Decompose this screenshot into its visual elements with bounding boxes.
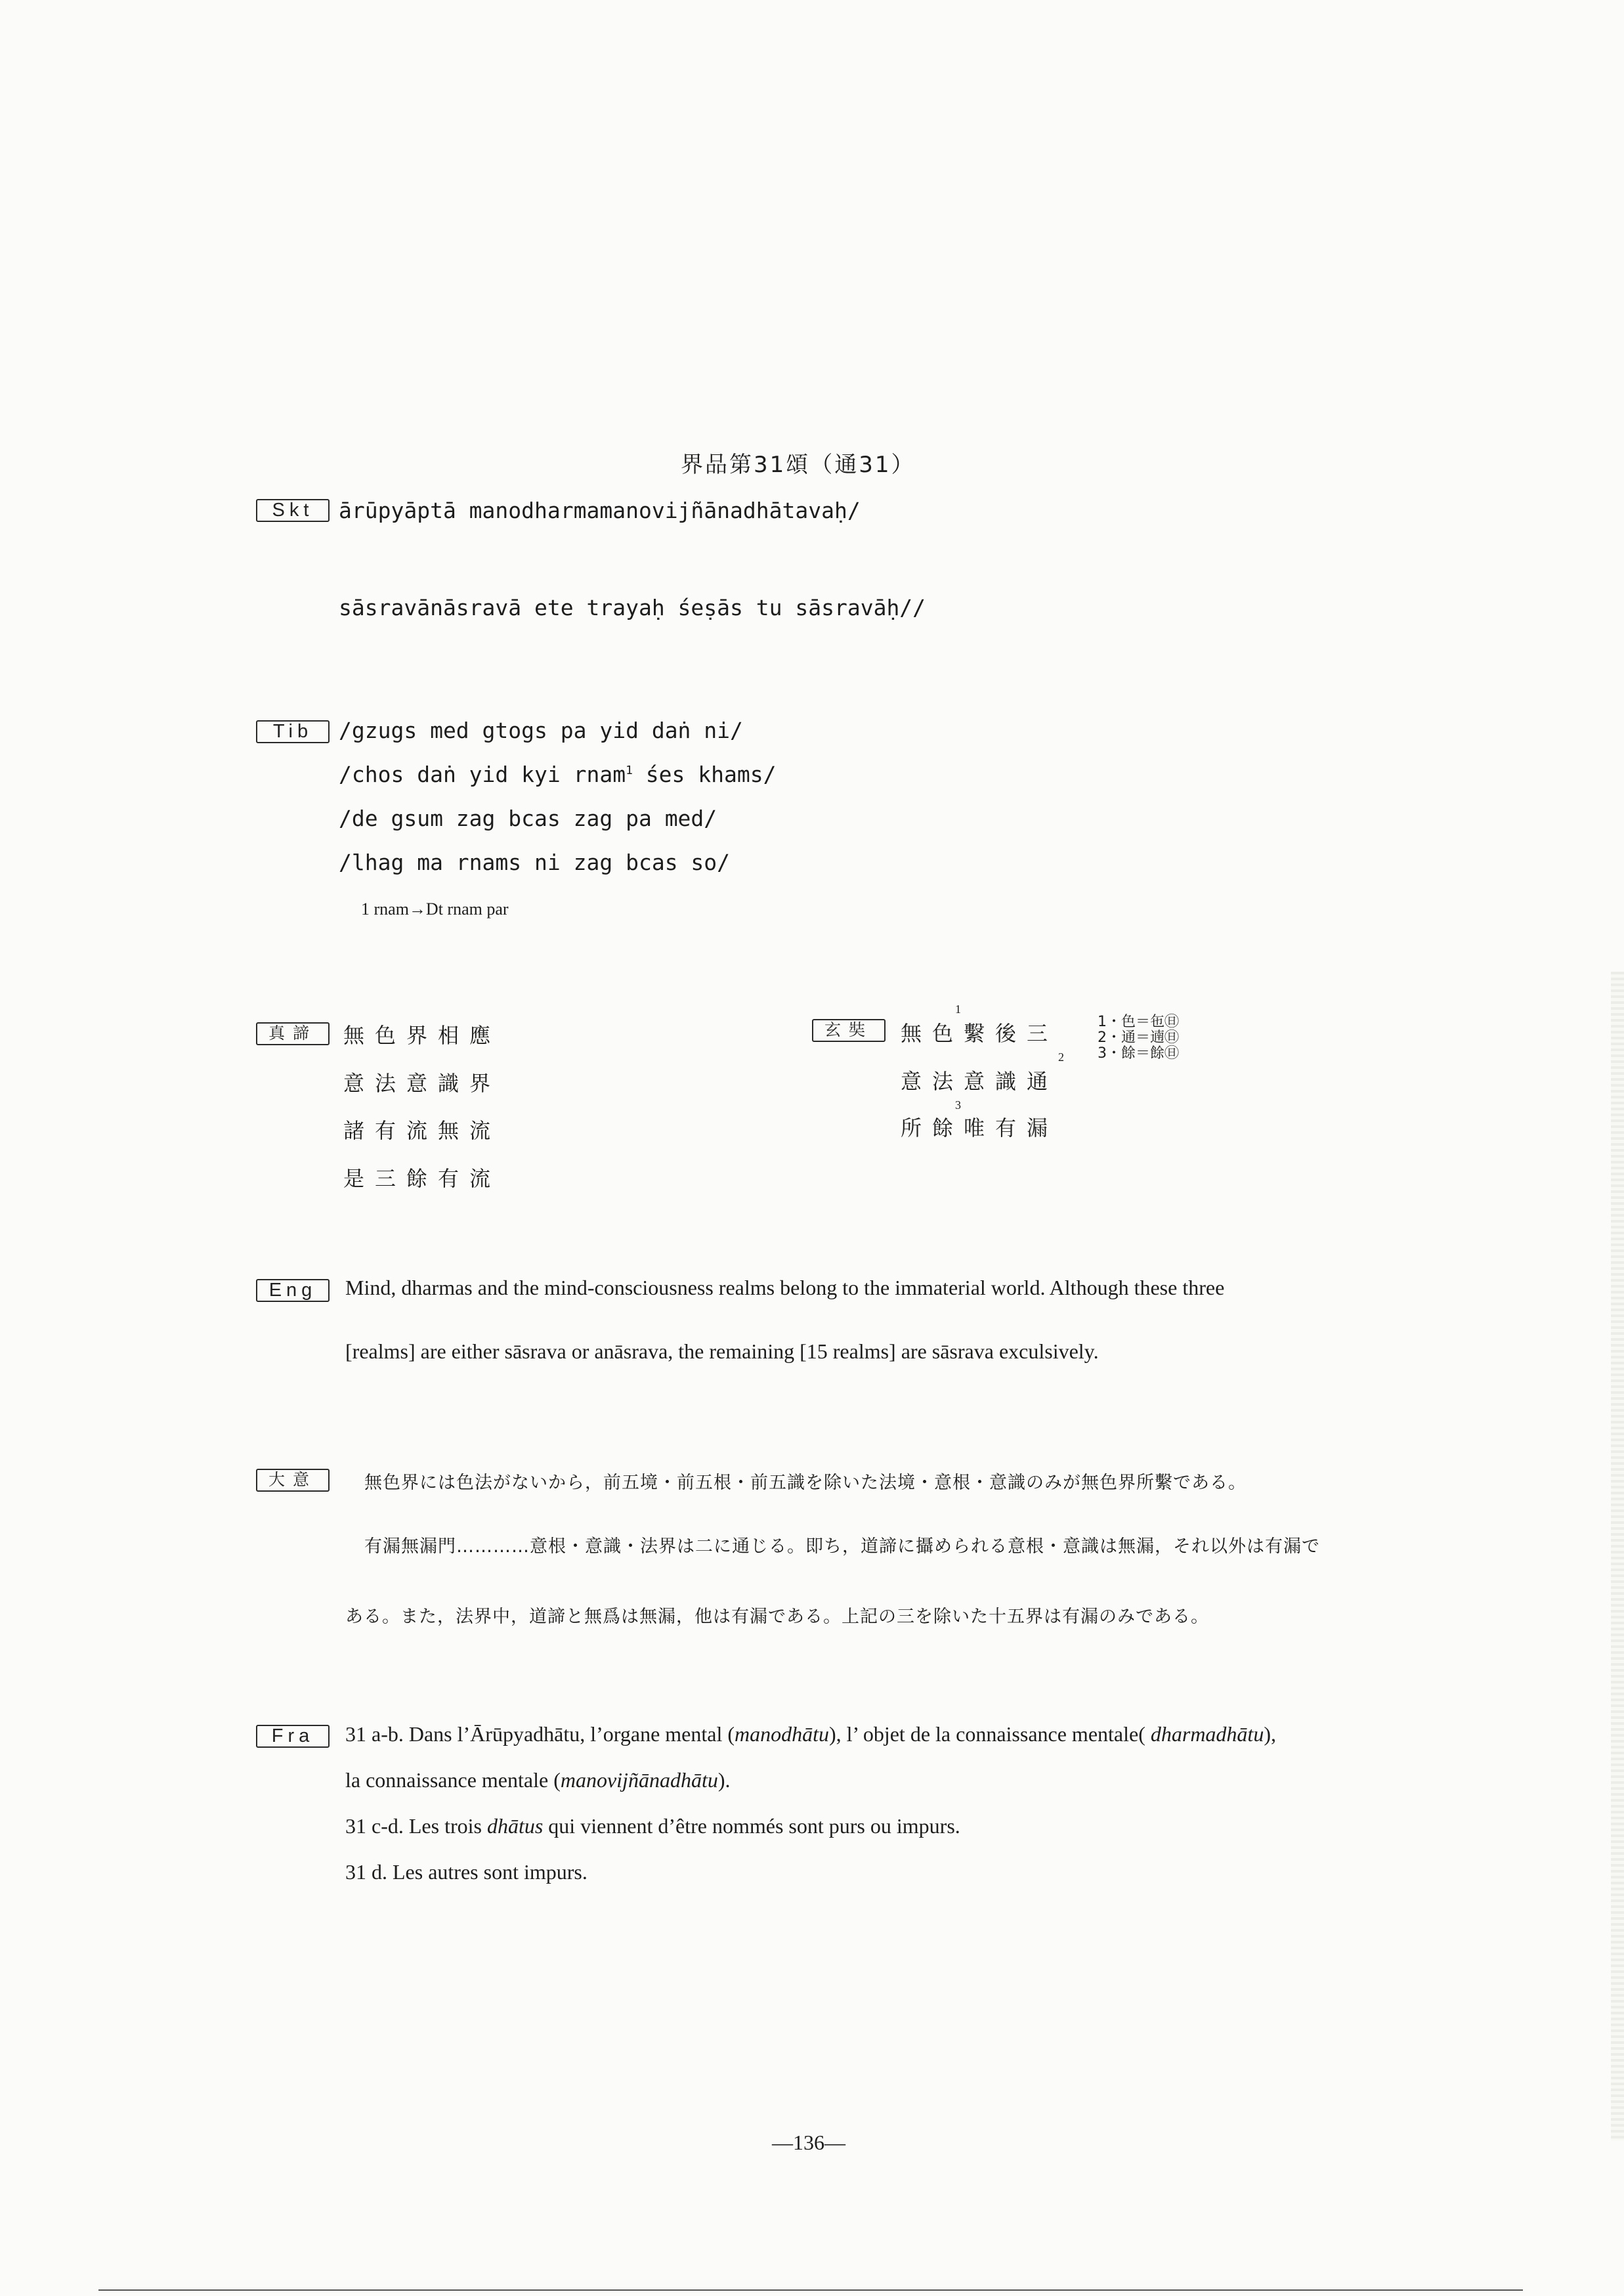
eng-line-1: Mind, dharmas and the mind-consciousness realms belong to the immaterial world. Although these three [345,1276,1225,1299]
tib-footnote-marker: 1 [626,764,633,777]
xuanzang-line-1: 無色繫後三 [901,1021,1059,1046]
fra-line-3-a: 31 c-d. Les trois [345,1814,487,1838]
fra-line-4: 31 d. Les autres sont impurs. [345,1860,588,1884]
fra-line-2-c: ). [717,1768,731,1792]
dashu-line-1: 無色界には色法がないから，前五境・前五根・前五識を除いた法境・意根・意識のみが無色界所繫である。 [364,1473,1247,1493]
eng-line-2: [realms] are either sāsrava or anāsrava, the remaining [15 realms] are sāsrava exculsively. [345,1339,1099,1363]
fra-line-3 [345,1814,960,1838]
fra-term-dharmadhatu: dharmadhātu [1150,1722,1264,1746]
label-eng: Eng [256,1279,330,1302]
xuanzang-line-2: 意法意識通 [901,1069,1059,1094]
fra-line-3-c: qui viennent d’être nommés sont purs ou impurs. [543,1814,960,1838]
fra-line-2 [345,1768,730,1792]
tib-line-3: /de gsum zag bcas zag pa med/ [339,806,717,831]
label-zhendi: 真諦 [256,1022,330,1045]
xuanzang-marker-2: 2 [1058,1051,1064,1064]
dashu-line-2: 有漏無漏門…………意根・意識・法界は二に通じる。即ち，道諦に攝められる意根・意識は無漏，それ以外は有漏で [364,1536,1320,1557]
xuanzang-note-1: 1・色＝㐌㊐ [1098,1014,1179,1030]
xuanzang-marker-1: 1 [955,1003,961,1016]
zhendi-line-3: 諸有流無流 [343,1118,502,1143]
zhendi-line-1: 無色界相應 [343,1023,502,1048]
label-tib: Tib [256,720,330,743]
label-xuanzang: 玄奘 [812,1019,886,1042]
tib-line-1: /gzugs med gtogs pa yid daṅ ni/ [339,718,743,743]
bottom-rule [98,2289,1523,2291]
zhendi-line-4: 是三餘有流 [343,1166,502,1191]
zhendi-line-2: 意法意識界 [343,1071,502,1096]
tib-line-2-end: śes khams/ [632,762,777,787]
tib-line-2-start: /chos daṅ yid kyi rnam [339,762,626,787]
skt-line-2: sāsravānāsravā ete trayaḥ śeṣās tu sāsravāḥ// [339,595,926,620]
page-heading: 界品第31頌（通31） [681,452,916,478]
xuanzang-line-3: 所餘唯有漏 [901,1116,1059,1140]
page-number: —136— [772,2131,845,2154]
label-skt: Skt [256,499,330,522]
skt-line-1: ārūpyāptā manodharmamanovijñānadhātavaḥ/ [339,498,861,523]
fra-term-manodhatu: manodhātu [735,1722,829,1746]
fra-line-2-a: la connaissance mentale ( [345,1768,561,1792]
fra-line-1 [345,1722,1276,1746]
fra-line-1-e: ), [1264,1722,1276,1746]
fra-line-1-c: ), l’ objet de la connaissance mentale( [829,1722,1151,1746]
fra-term-manovijnanadhatu: manovijñānadhātu [560,1768,718,1792]
scan-edge-texture [1611,972,1624,2140]
xuanzang-note-2: 2・通＝遖㊐ [1098,1029,1179,1046]
dashu-line-3: ある。また，法界中，道諦と無爲は無漏，他は有漏である。上記の三を除いた十五界は有漏のみである。 [345,1607,1209,1627]
fra-term-dhatus: dhātus [486,1814,544,1838]
tib-line-4: /lhag ma rnams ni zag bcas so/ [339,850,731,875]
xuanzang-note-3: 3・餘＝餘㊐ [1098,1045,1179,1062]
tib-footnote: 1 rnam→Dt rnam par [361,899,509,919]
xuanzang-marker-3: 3 [955,1098,961,1112]
label-dashu: 大意 [256,1469,330,1492]
tib-line-2 [339,762,776,787]
fra-line-1-a: 31 a-b. Dans l’Ārūpyadhātu, l’organe mental ( [345,1722,735,1746]
label-fra: Fra [256,1725,330,1748]
